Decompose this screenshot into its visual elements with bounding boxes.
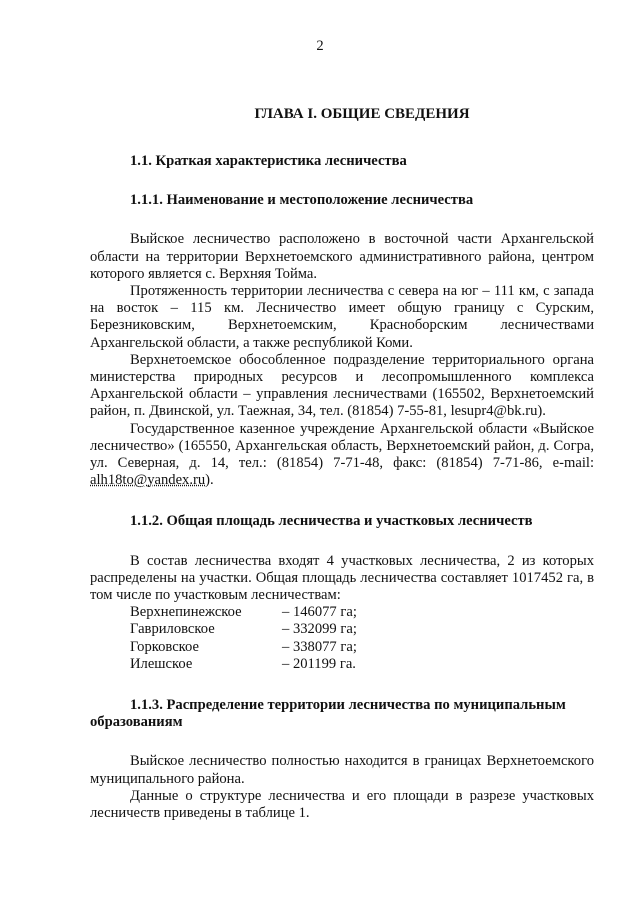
paragraph: Верхнетоемское обособленное подразделение территориального органа министерства природных ресурсов и лесопромышленного комплекса Архангельской области – управления лесничествами (165502, Верхнетоемский район, п. Двинской, ул. Таежная, 34, тел. (81854) 7-55-81, lesupr4@bk.ru). — [90, 351, 594, 420]
district-area: – 332099 га; — [282, 621, 357, 638]
section-1-1-title: 1.1. Краткая характеристика лесничества — [130, 153, 407, 169]
paragraph: Протяженность территории лесничества с севера на юг – 111 км, с запада на восток – 115 км. Лесничество имеет общую границу с Сурским, Березниковским, Верхнетоемским, Красноборским лесничествами Архангельской области, а также республикой Коми. — [90, 283, 594, 351]
email-link[interactable]: alh18to@yandex.ru — [90, 472, 206, 489]
list-item — [90, 639, 594, 656]
paragraph: Выйское лесничество полностью находится в границах Верхнетоемского муниципального района. — [90, 753, 594, 787]
district-name: Горковское — [130, 638, 199, 655]
paragraph: Данные о структуре лесничества и его площади в разрезе участковых лесничеств приведены в таблице 1. — [90, 787, 594, 822]
section-1-1-2-body — [90, 553, 594, 673]
district-area: – 201199 га. — [282, 655, 356, 672]
contacts-text: Государственное казенное учреждение Архангельской области «Выйское лесничество» (165550, Архангельская область, Верхнетоемский район, д. Согра, ул. Северная, д. 14, тел.: (81854) 7-71-48, факс: (81854) 7-71-86, e-mail: — [90, 420, 594, 472]
page-number: 2 — [316, 38, 324, 54]
paragraph-contacts — [90, 421, 594, 490]
contacts-tail: ). — [205, 472, 214, 489]
section-1-1-3-title: 1.1.3. Распределение территории лесничества по муниципальным образованиям — [90, 697, 566, 731]
district-area: – 146077 га; — [282, 604, 357, 621]
section-1-1-1-body — [90, 231, 594, 489]
district-name: Верхнепинежское — [130, 604, 242, 621]
list-item — [90, 604, 594, 621]
section-1-1-2-title: 1.1.2. Общая площадь лесничества и участковых лесничеств — [130, 513, 533, 530]
section-1-1-3-body — [90, 753, 594, 822]
section-1-1-1-title: 1.1.1. Наименование и местоположение лесничества — [130, 192, 474, 209]
chapter-title: ГЛАВА I. ОБЩИЕ СВЕДЕНИЯ — [254, 106, 470, 122]
district-name: Илешское — [130, 655, 193, 672]
list-item — [90, 656, 594, 673]
paragraph: В состав лесничества входят 4 участковых лесничества, 2 из которых распределены на участки. Общая площадь лесничества составляет 1017452 га, в том числе по участковым лесничествам: — [90, 552, 594, 604]
document-content — [90, 90, 594, 822]
paragraph: Выйское лесничество расположено в восточной части Архангельской области на территории Верхнетоемского административного района, центром которого является с. Верхняя Тойма. — [90, 231, 594, 282]
district-area: – 338077 га; — [282, 638, 357, 655]
district-list — [90, 604, 594, 673]
district-name: Гавриловское — [130, 621, 215, 638]
list-item — [90, 621, 594, 638]
